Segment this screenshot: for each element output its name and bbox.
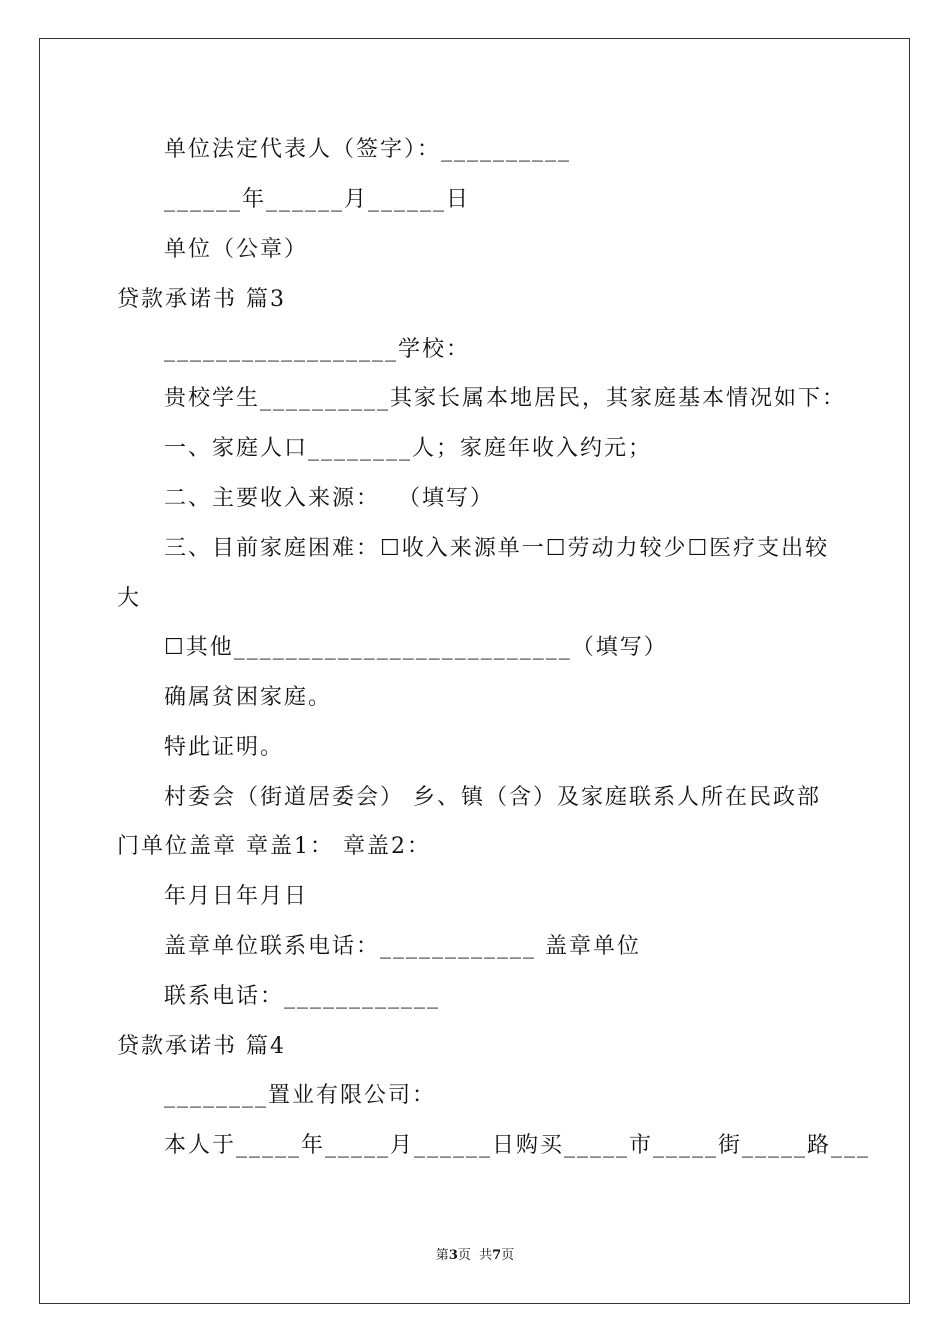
item-difficulty: 三、目前家庭困难：☐收入来源单一☐劳动力较少☐医疗支出较 bbox=[164, 536, 830, 561]
item-income-source: 二、主要收入来源： （填写） bbox=[164, 486, 494, 511]
item-other: ☐其他__________________________（填写） bbox=[164, 635, 668, 660]
confirm-line: 确属贫困家庭。 bbox=[164, 685, 333, 710]
contact-phone: 联系电话：____________ bbox=[164, 984, 441, 1009]
footer-page-number: 3 bbox=[448, 1248, 458, 1263]
paragraph-student: 贵校学生__________其家长属本地居民，其家庭基本情况如下： bbox=[164, 386, 847, 411]
footer-prefix: 第 bbox=[435, 1248, 449, 1263]
page-footer bbox=[0, 1247, 950, 1265]
seal-authorities-cont: 门单位盖章 章盖1： 章盖2： bbox=[117, 834, 431, 859]
footer-suffix: 页 bbox=[501, 1248, 515, 1263]
seal-phone: 盖章单位联系电话：____________ 盖章单位 bbox=[164, 934, 641, 959]
school-salutation: __________________学校： bbox=[164, 337, 471, 362]
company-salutation: ________置业有限公司： bbox=[164, 1083, 437, 1108]
purchase-line: 本人于_____年_____月______日购买_____市_____街_____路___ bbox=[164, 1133, 871, 1158]
item-population: 一、家庭人口________人；家庭年收入约元； bbox=[164, 436, 653, 461]
footer-mid: 页 共 bbox=[457, 1248, 493, 1263]
section-heading-3: 贷款承诺书 篇3 bbox=[117, 287, 286, 312]
section-heading-4: 贷款承诺书 篇4 bbox=[117, 1034, 286, 1059]
date-line: ______年______月______日 bbox=[164, 187, 471, 212]
footer-total-pages: 7 bbox=[492, 1248, 502, 1263]
seal-line: 单位（公章） bbox=[164, 237, 309, 262]
proof-line: 特此证明。 bbox=[164, 735, 285, 760]
seal-authorities: 村委会（街道居委会） 乡、镇（含）及家庭联系人所在民政部 bbox=[164, 785, 821, 810]
page-border bbox=[39, 38, 910, 1304]
item-difficulty-cont: 大 bbox=[117, 586, 142, 611]
seal-dates: 年月日年月日 bbox=[164, 884, 309, 909]
signature-line: 单位法定代表人（签字）：__________ bbox=[164, 137, 572, 162]
